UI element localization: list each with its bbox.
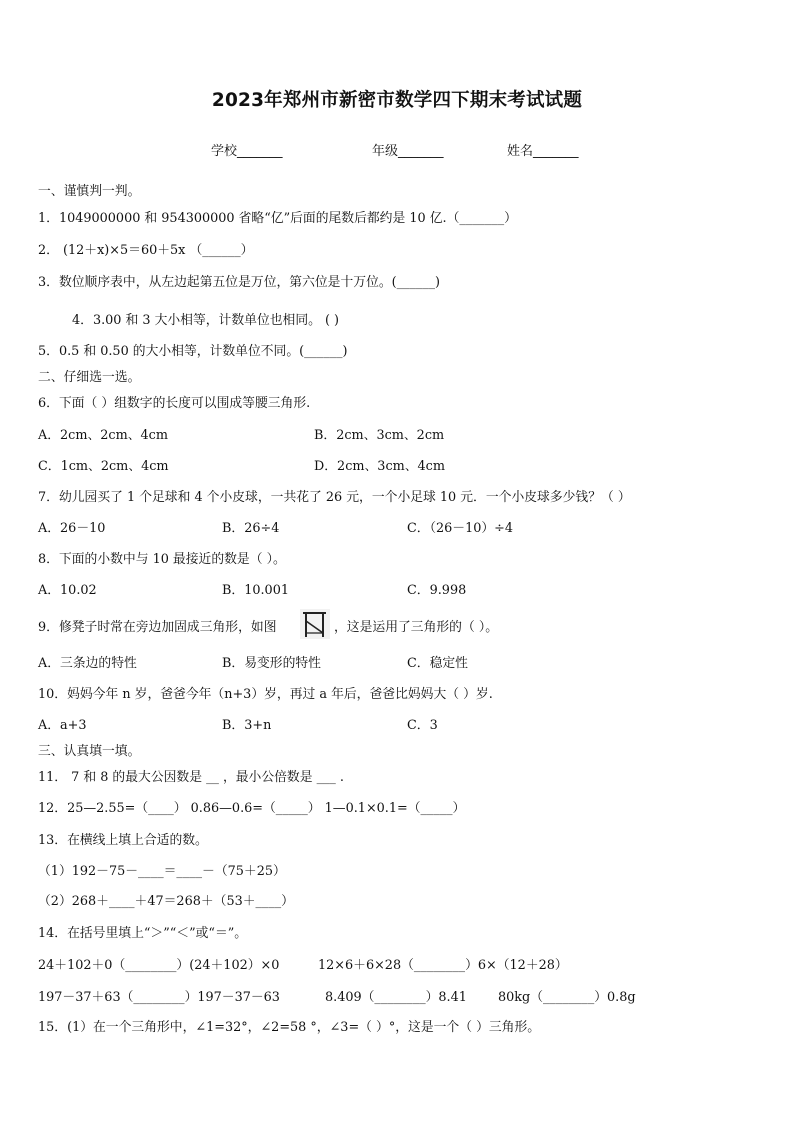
question-6-option-a: A．2cm、2cm、4cm [38,428,168,443]
question-14-item-2: 12×6＋6×28（________）6×（12＋28） [318,958,568,973]
question-7-option-c: C．（26－10）÷4 [407,521,514,536]
question-10-option-a: A．a+3 [38,718,87,733]
section-heading-3: 三、认真填一填。 [38,744,141,759]
question-14-item-4: 8.409（________）8.41 [325,990,467,1005]
question-10: 10．妈妈今年 n 岁，爸爸今年（n+3）岁，再过 a 年后，爸爸比妈妈大（ ）岁. [38,687,493,702]
school-field: 学校_______ [211,144,283,159]
question-8-option-b: B．10.001 [222,583,289,598]
question-6: 6．下面（ ）组数字的长度可以围成等腰三角形. [38,396,311,411]
question-7-option-a: A．26－10 [38,521,106,536]
question-1: 1．1049000000 和 954300000 省略“亿”后面的尾数后都约是 10 亿.（_______） [38,211,517,226]
name-field: 姓名_______ [507,144,579,159]
question-2: 2． (12＋x)×5＝60＋5x （______） [38,243,254,258]
question-9-text: 9．修凳子时常在旁边加固成三角形，如图 [38,620,277,635]
question-12: 12．25—2.55=（____） 0.86—0.6=（_____） 1—0.1×0.1=（_____） [38,801,466,816]
question-10-option-c: C．3 [407,718,438,733]
question-13-part-1: （1）192－75－____＝____－（75＋25） [38,864,286,879]
grade-field: 年级_______ [372,144,444,159]
question-9-option-a: A．三条边的特性 [38,656,137,671]
question-6-option-d: D．2cm、3cm、4cm [314,459,445,474]
section-heading-2: 二、仔细选一选。 [38,370,141,385]
question-9-text-end: ，这是运用了三角形的（ ）。 [334,620,499,635]
question-8: 8．下面的小数中与 10 最接近的数是（ ）。 [38,552,286,567]
question-13: 13．在横线上填上合适的数。 [38,833,208,848]
question-5: 5．0.5 和 0.50 的大小相等，计数单位不同。(______) [38,344,348,359]
stool-figure [300,609,330,639]
question-6-option-c: C．1cm、2cm、4cm [38,459,169,474]
question-9-option-b: B．易变形的特性 [222,656,321,671]
question-14-item-3: 197－37＋63（________）197－37－63 [38,990,280,1005]
question-9-option-c: C．稳定性 [407,656,468,671]
question-6-option-b: B．2cm、3cm、2cm [314,428,445,443]
question-4: 4．3.00 和 3 大小相等，计数单位也相同。 ( ) [72,313,340,328]
question-8-option-c: C．9.998 [407,583,467,598]
page-title: 2023年郑州市新密市数学四下期末考试试题 [211,90,583,111]
question-8-option-a: A．10.02 [38,583,97,598]
question-14-item-1: 24＋102＋0（________）(24＋102）×0 [38,958,280,973]
question-15: 15．(1）在一个三角形中，∠1=32°，∠2=58 °，∠3=（ ）°，这是一个（ ）三角形。 [38,1020,541,1035]
question-14: 14．在括号里填上“＞”“＜”或“＝”。 [38,926,248,941]
question-10-option-b: B．3+n [222,718,272,733]
question-7: 7．幼儿园买了 1 个足球和 4 个小皮球，一共花了 26 元，一个小足球 10 元．一个小皮球多少钱？（ ） [38,490,631,505]
question-11: 11． 7 和 8 的最大公因数是 __ ，最小公倍数是 ___ . [38,770,344,785]
question-7-option-b: B．26÷4 [222,521,280,536]
question-13-part-2: （2）268＋____＋47＝268＋（53＋____） [38,894,294,909]
section-heading-1: 一、谨慎判一判。 [38,184,141,199]
question-3: 3．数位顺序表中，从左边起第五位是万位，第六位是十万位。(______) [38,275,441,290]
question-14-item-5: 80kg（________）0.8g [498,990,636,1005]
